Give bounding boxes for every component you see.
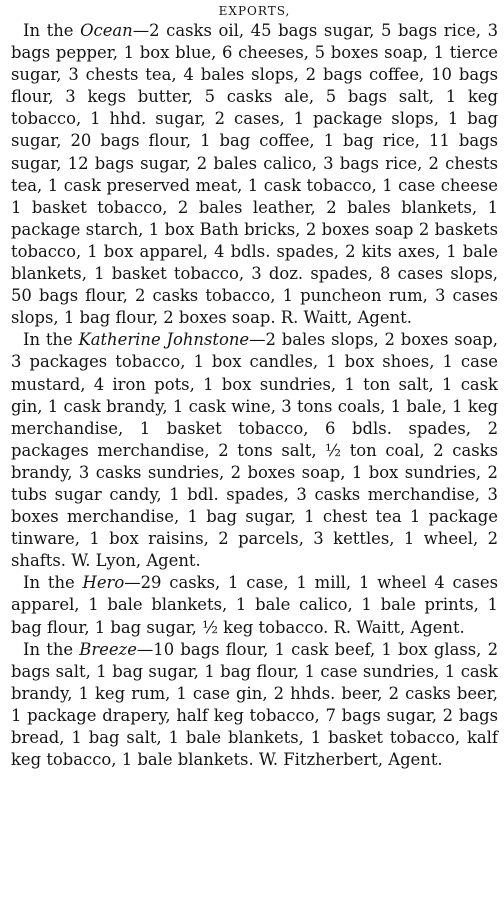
ship-name: Ocean xyxy=(80,21,133,40)
ship-name: Katherine Johnstone xyxy=(78,330,250,350)
ship-name: Hero xyxy=(82,573,125,593)
cargo-list: —10 bags flour, 1 cask beef, 1 box glass, 2 bags salt, 1 bag sugar, 1 bag flour, 1 case sundries, 1 cask brandy, 1 keg rum, 1 case gin, 2 hhds. beer, 2 casks beer, 1 package drapery, half keg tobacco, 7 bags sugar, 2 bags bread, 1 bag salt, 1 bale blankets, 1 basket tobacco, kalf keg tobacco, 1 bale blankets. W. Fitzherbert, Agent. xyxy=(11,639,499,770)
entry-prefix: In the xyxy=(23,573,83,593)
export-entry-hero xyxy=(11,572,498,638)
export-entry-ocean xyxy=(11,20,498,329)
entry-prefix: In the xyxy=(23,21,81,40)
ship-name: Breeze xyxy=(79,639,137,659)
cargo-list: —2 bales slops, 2 boxes soap, 3 packages tobacco, 1 box candles, 1 box shoes, 1 case mustard, 4 iron pots, 1 box sundries, 1 ton salt, 1 cask gin, 1 cask brandy, 1 cask wine, 3 tons coals, 1 bale, 1 keg merchandise, 1 basket tobacco, 6 bdls. spades, 2 packages merchandise, 2 tons salt, ½ ton coal, 2 casks brandy, 3 casks sundries, 2 boxes soap, 1 box sundries, 2 tubs sugar candy, 1 bdl. spades, 3 casks merchandise, 3 boxes merchandise, 1 bag sugar, 1 chest tea 1 package tinware, 1 box raisins, 2 parcels, 3 kettles, 1 wheel, 2 shafts. W. Lyon, Agent. xyxy=(11,330,499,571)
section-heading: EXPORTS, xyxy=(218,4,291,18)
cargo-list: —2 casks oil, 45 bags sugar, 5 bags rice, 3 bags pepper, 1 box blue, 6 cheeses, 5 boxes soap, 1 tierce sugar, 3 chests tea, 4 bales slops, 2 bags coffee, 10 bags flour, 3 kegs butter, 5 casks ale, 5 bags salt, 1 keg tobacco, 1 hhd. sugar, 2 cases, 1 package slops, 1 bag sugar, 20 bags flour, 1 bag coffee, 1 bag rice, 11 bags sugar, 12 bags sugar, 2 bales calico, 3 bags rice, 2 chests tea, 1 cask preserved meat, 1 cask tobacco, 1 case cheese 1 basket tobacco, 2 bales leather, 2 bales blankets, 1 package starch, 1 box Bath bricks, 2 boxes soap 2 baskets tobacco, 1 box apparel, 4 bdls. spades, 2 kits axes, 1 bale blankets, 1 basket tobacco, 3 doz. spades, 8 cases slops, 50 bags flour, 2 casks tobacco, 1 puncheon rum, 3 cases slops, 1 bag flour, 2 boxes soap. R. Waitt, Agent. xyxy=(11,21,498,328)
entry-prefix: In the xyxy=(23,639,80,659)
cargo-list: —29 casks, 1 case, 1 mill, 1 wheel 4 cases apparel, 1 bale blankets, 1 bale calico, 1 bale prints, 1 bag flour, 1 bag sugar, ½ keg tobacco. R. Waitt, Agent. xyxy=(11,573,498,637)
export-entry-breeze xyxy=(11,639,498,772)
entry-prefix: In the xyxy=(23,330,79,350)
export-entry-katherine-johnstone xyxy=(11,329,498,572)
